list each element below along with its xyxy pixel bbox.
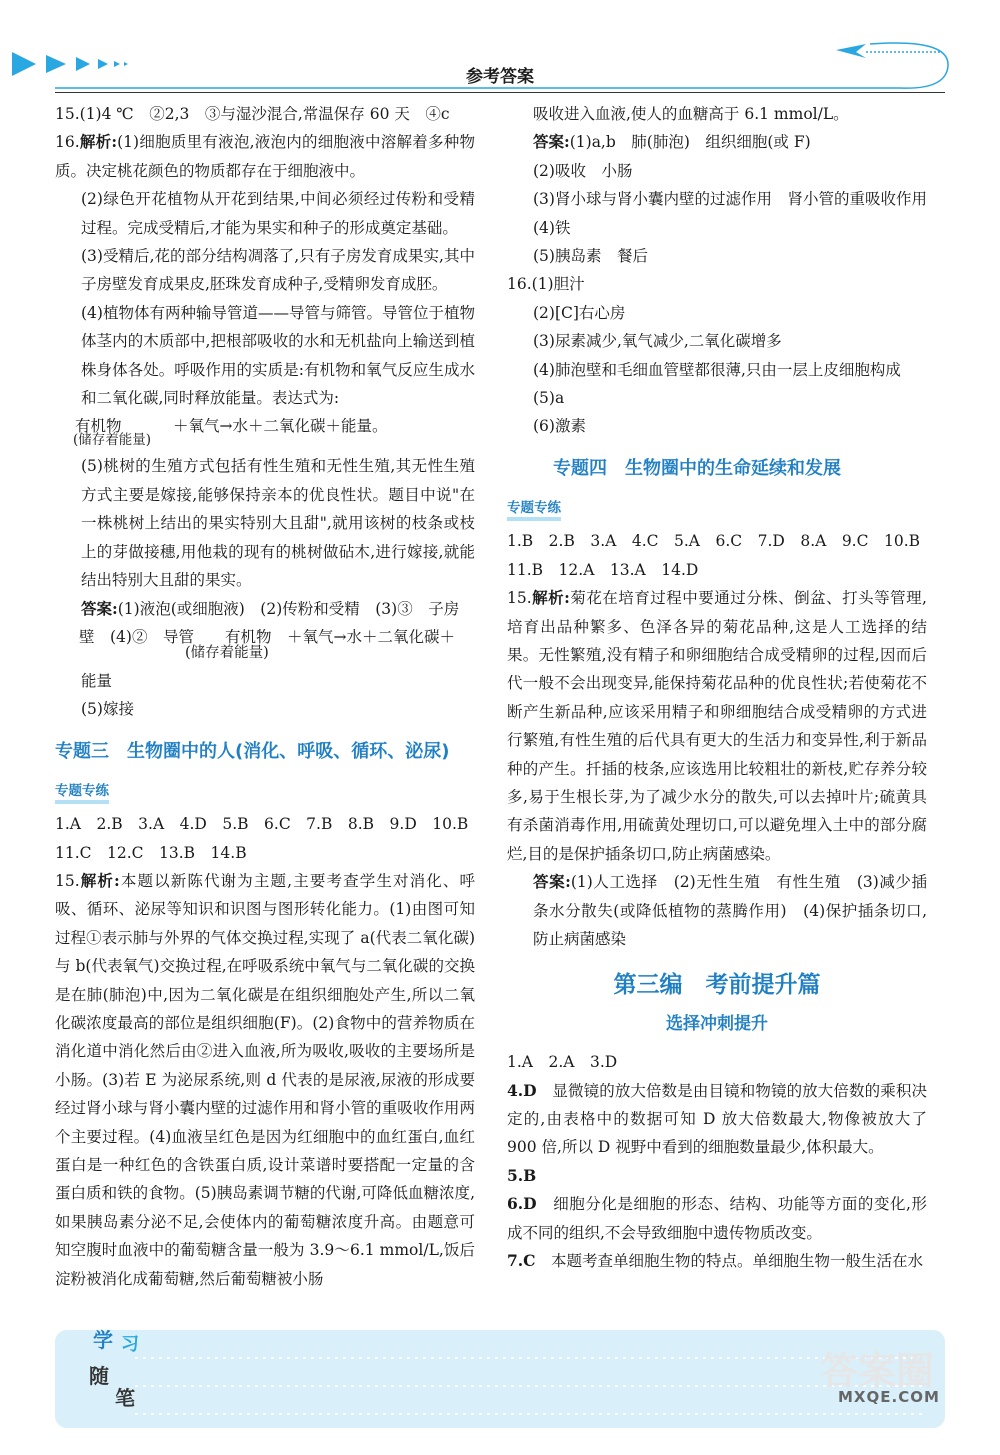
q16-analysis-5: (5)桃树的生殖方式包括有性生殖和无性生殖,其无性生殖方式主要是嫁接,能够保持亲本的优良性状。题目中说"在一株桃树上结出的果实特别大且甜",就用该树的枝条或枝上的芽做接穗,用他栽的现有的桃树做砧木,进行嫁接,就能结出特别大且甜的果实。 bbox=[81, 457, 475, 590]
section-4-tag: 专题专练 bbox=[507, 499, 561, 521]
answer-label: 答案: bbox=[81, 598, 118, 618]
formula-rest: ＋氧气→水＋二氧化碳＋能量。 bbox=[173, 417, 388, 436]
answer-label: 答案: bbox=[533, 132, 570, 152]
q15-continuation: 吸收进入血液,使人的血糖高于 6.1 mmol/L。 bbox=[533, 105, 849, 123]
right-column bbox=[507, 100, 927, 1275]
respiration-formula bbox=[55, 412, 475, 452]
q16-analysis-2: (2)绿色开花植物从开花到结果,中间必须经过传粉和受精过程。完成受精后,才能为果实和种子的形成奠定基础。 bbox=[81, 190, 475, 237]
q16-label: 16. bbox=[55, 133, 80, 152]
analysis-label: 解析: bbox=[79, 132, 118, 152]
analysis-label: 解析: bbox=[79, 870, 120, 890]
section-4-q15-answer bbox=[507, 868, 927, 953]
q16-answer-2: (2)[C]右心房 bbox=[533, 303, 626, 322]
section-4-mc-row-2: 11.B 12.A 13.A 14.D bbox=[507, 560, 699, 579]
notes-footer bbox=[55, 1322, 945, 1430]
choice-4-label: 4.D bbox=[507, 1080, 537, 1100]
section-4-q15 bbox=[507, 584, 927, 868]
q16-answer-6: (6)激素 bbox=[533, 417, 586, 436]
footer-background bbox=[55, 1322, 945, 1430]
choice-7-label: 7.C bbox=[507, 1251, 536, 1271]
page-title: 参考答案 bbox=[466, 67, 534, 87]
watermark-logo: 答案圈 bbox=[820, 1349, 935, 1393]
q15b-label: 15. bbox=[55, 871, 80, 890]
footer-xi: 习 bbox=[121, 1334, 139, 1355]
section-3-mc-row-1: 1.A 2.B 3.A 4.D 5.B 6.C 7.B 8.B 9.D 10.B bbox=[55, 815, 469, 834]
section-3-mc-row-2: 11.C 12.C 13.B 14.B bbox=[55, 843, 247, 862]
choice-6 bbox=[507, 1190, 927, 1247]
q15-answer-2: (2)吸收 小肠 bbox=[533, 161, 633, 180]
q15-ans-text: (1)人工选择 (2)无性生殖 有性生殖 (3)减少插条水分散失(或降低植物的蒸腾作用) (4)保护插条切口,防止病菌感染 bbox=[533, 873, 927, 948]
section-3-tag: 专题专练 bbox=[55, 782, 109, 804]
section-3-title: 专题三 生物圈中的人(消化、呼吸、循环、泌尿) bbox=[55, 740, 450, 762]
section-4-title: 专题四 生物圈中的生命延续和发展 bbox=[553, 457, 841, 479]
ans1-text: (1)a,b 肺(肺泡) 组织细胞(或 F) bbox=[569, 133, 811, 152]
choice-7 bbox=[507, 1247, 927, 1275]
choice-5: 5.B bbox=[507, 1165, 537, 1185]
q16-answer-1 bbox=[55, 595, 475, 623]
q15-answer-4: (4)铁 bbox=[533, 218, 571, 237]
left-column bbox=[55, 100, 475, 1293]
q15-answer-5: (5)胰岛素 餐后 bbox=[533, 247, 648, 266]
q16-answer-3: 能量 bbox=[81, 671, 113, 690]
q16-analysis-4: (4)植物体有两种输导管道——导管与筛管。导管位于植物体茎内的木质部中,把根部吸收的水和无机盐向上输送到植株身体各处。呼吸作用的实质是:有机物和氧气反应生成水和二氧化碳,同时释放能量。表达式为: bbox=[81, 303, 475, 408]
choice-4 bbox=[507, 1077, 927, 1162]
q15-text: 菊花在培育过程中要通过分株、倒盆、打头等管理,培育出品种繁多、色泽各异的菊花品种,这是人工选择的结果。无性繁殖,没有精子和卵细胞结合成受精卵的过程,因而后代一般不会出现变异,能保持菊花品种的优良性状;若使菊花不断产生新品种,应该采用精子和卵细胞结合成受精卵的方式进行繁殖,有性生殖的后代具有更大的生活力和变异性,利于新品种的产生。扦插的枝条,应该选用比较粗壮的新枝,贮存养分较多,易于生根长芽,为了减少水分的散失,可以去掉叶片;硫黄具有杀菌消毒作用,用硫黄处理切口,可以避免埋入土中的部分腐烂,目的是保护插条切口,防止病菌感染。 bbox=[507, 589, 927, 863]
q15-label: 15. bbox=[507, 589, 532, 608]
choice-6-label: 6.D bbox=[507, 1194, 537, 1214]
q16-ans1-text: (1)液泡(或细胞液) (2)传粉和受精 (3)③ 子房 bbox=[117, 599, 460, 618]
analysis-label: 解析: bbox=[531, 588, 570, 608]
watermark-url: MXQE.COM bbox=[838, 1388, 940, 1406]
choice-7-text: 本题考查单细胞生物的特点。单细胞生物一般生活在水 bbox=[551, 1252, 924, 1271]
footer-bi: 笔 bbox=[115, 1386, 135, 1410]
section-3-q15 bbox=[55, 867, 475, 1293]
q15b-text: 本题以新陈代谢为主题,主要考查学生对消化、呼吸、循环、泌尿等知识和识图与图形转化能力。(1)由图可知过程①表示肺与外界的气体交换过程,实现了 a(代表二氧化碳)与 b(代表氧气)交换过程,在呼吸系统中氧气与二氧化碳的交换是在肺(肺泡)中,因为二氧化碳是在组织细胞处产生,所以二氧化碳浓度最高的部位是组织细胞(F)。(2)食物中的营养物质在消化道中消化然后由②进入血液,所为吸收,吸收的主要场所是小肠。(3)若 E 为泌尿系统,则 d 代表的是尿液,尿液的形成要经过肾小球与肾小囊内壁的过滤作用和肾小管的重吸收作用两个主要过程。(4)血液呈红色是因为红细胞中的血红蛋白,血红蛋白是一种红色的含铁蛋白质,设计菜谱时要搭配一定量的含蛋白质和铁的食物。(5)胰岛素调节糖的代谢,可降低血糖浓度,如果胰岛素分泌不足,会使体内的葡萄糖浓度升高。由题意可知空腹时血液中的葡萄糖含量一般为 3.9～6.1 mmol/L,饭后淀粉被消化成葡萄糖,然后葡萄糖被小肠 bbox=[55, 871, 475, 1288]
q16-answer-3: (3)尿素减少,氧气减少,二氧化碳增多 bbox=[533, 332, 782, 351]
choice-6-text: 细胞分化是细胞的形态、结构、功能等方面的变化,形成不同的组织,不会导致细胞中遗传物质改变。 bbox=[507, 1195, 927, 1242]
q16-p1-text: (1)细胞质里有液泡,液泡内的细胞液中溶解着多种物质。决定桃花颜色的物质都存在于细胞液中。 bbox=[55, 133, 475, 180]
q16-analysis-1 bbox=[55, 128, 475, 185]
choice-1-3: 1.A 2.A 3.D bbox=[507, 1053, 618, 1072]
q15-answer-3: (3)肾小球与肾小囊内壁的过滤作用 肾小管的重吸收作用 bbox=[533, 190, 927, 209]
choice-4-text: 显微镜的放大倍数是由目镜和物镜的放大倍数的乘积决定的,由表格中的数据可知 D 放大倍数最大,物像被放大了 900 倍,所以 D 视野中看到的细胞数量最少,体积最大。 bbox=[507, 1081, 927, 1157]
q16-ans2-text: 壁 (4)② 导管 有机物 ＋氧气→水＋二氧化碳＋ bbox=[79, 627, 455, 646]
footer-xue: 学 bbox=[93, 1328, 113, 1352]
part-3-title: 第三编 考前提升篇 bbox=[613, 972, 821, 999]
q15-answer-1 bbox=[507, 128, 927, 156]
q16-analysis-3: (3)受精后,花的部分结构凋落了,只有子房发育成果实,其中子房壁发育成果皮,胚珠发育成种子,受精卵发育成胚。 bbox=[81, 247, 475, 294]
q16-ans2-sub: (储存着能量) bbox=[185, 644, 269, 661]
part-3-subtitle: 选择冲刺提升 bbox=[666, 1013, 768, 1034]
section-4-mc-row-1: 1.B 2.B 3.A 4.C 5.A 6.C 7.D 8.A 9.C 10.B bbox=[507, 532, 921, 551]
q16-answer-1: 16.(1)胆汁 bbox=[507, 275, 585, 294]
header-rule bbox=[55, 92, 945, 93]
q16-answer-5: (5)a bbox=[533, 389, 565, 408]
footer-sui: 随 bbox=[89, 1364, 109, 1388]
answer-label: 答案: bbox=[533, 872, 571, 892]
formula-main: 有机物 bbox=[75, 417, 122, 436]
formula-sub: (储存着能量) bbox=[73, 432, 152, 449]
q15-answer: 15.(1)4 ℃ ②2,3 ③与湿沙混合,常温保存 60 天 ④c bbox=[55, 105, 450, 123]
q16-answer-2 bbox=[55, 623, 475, 667]
page-header bbox=[0, 0, 1000, 100]
q16-answer-4: (5)嫁接 bbox=[81, 700, 134, 719]
q16-answer-4: (4)肺泡壁和毛细血管壁都很薄,只由一层上皮细胞构成 bbox=[533, 360, 901, 379]
